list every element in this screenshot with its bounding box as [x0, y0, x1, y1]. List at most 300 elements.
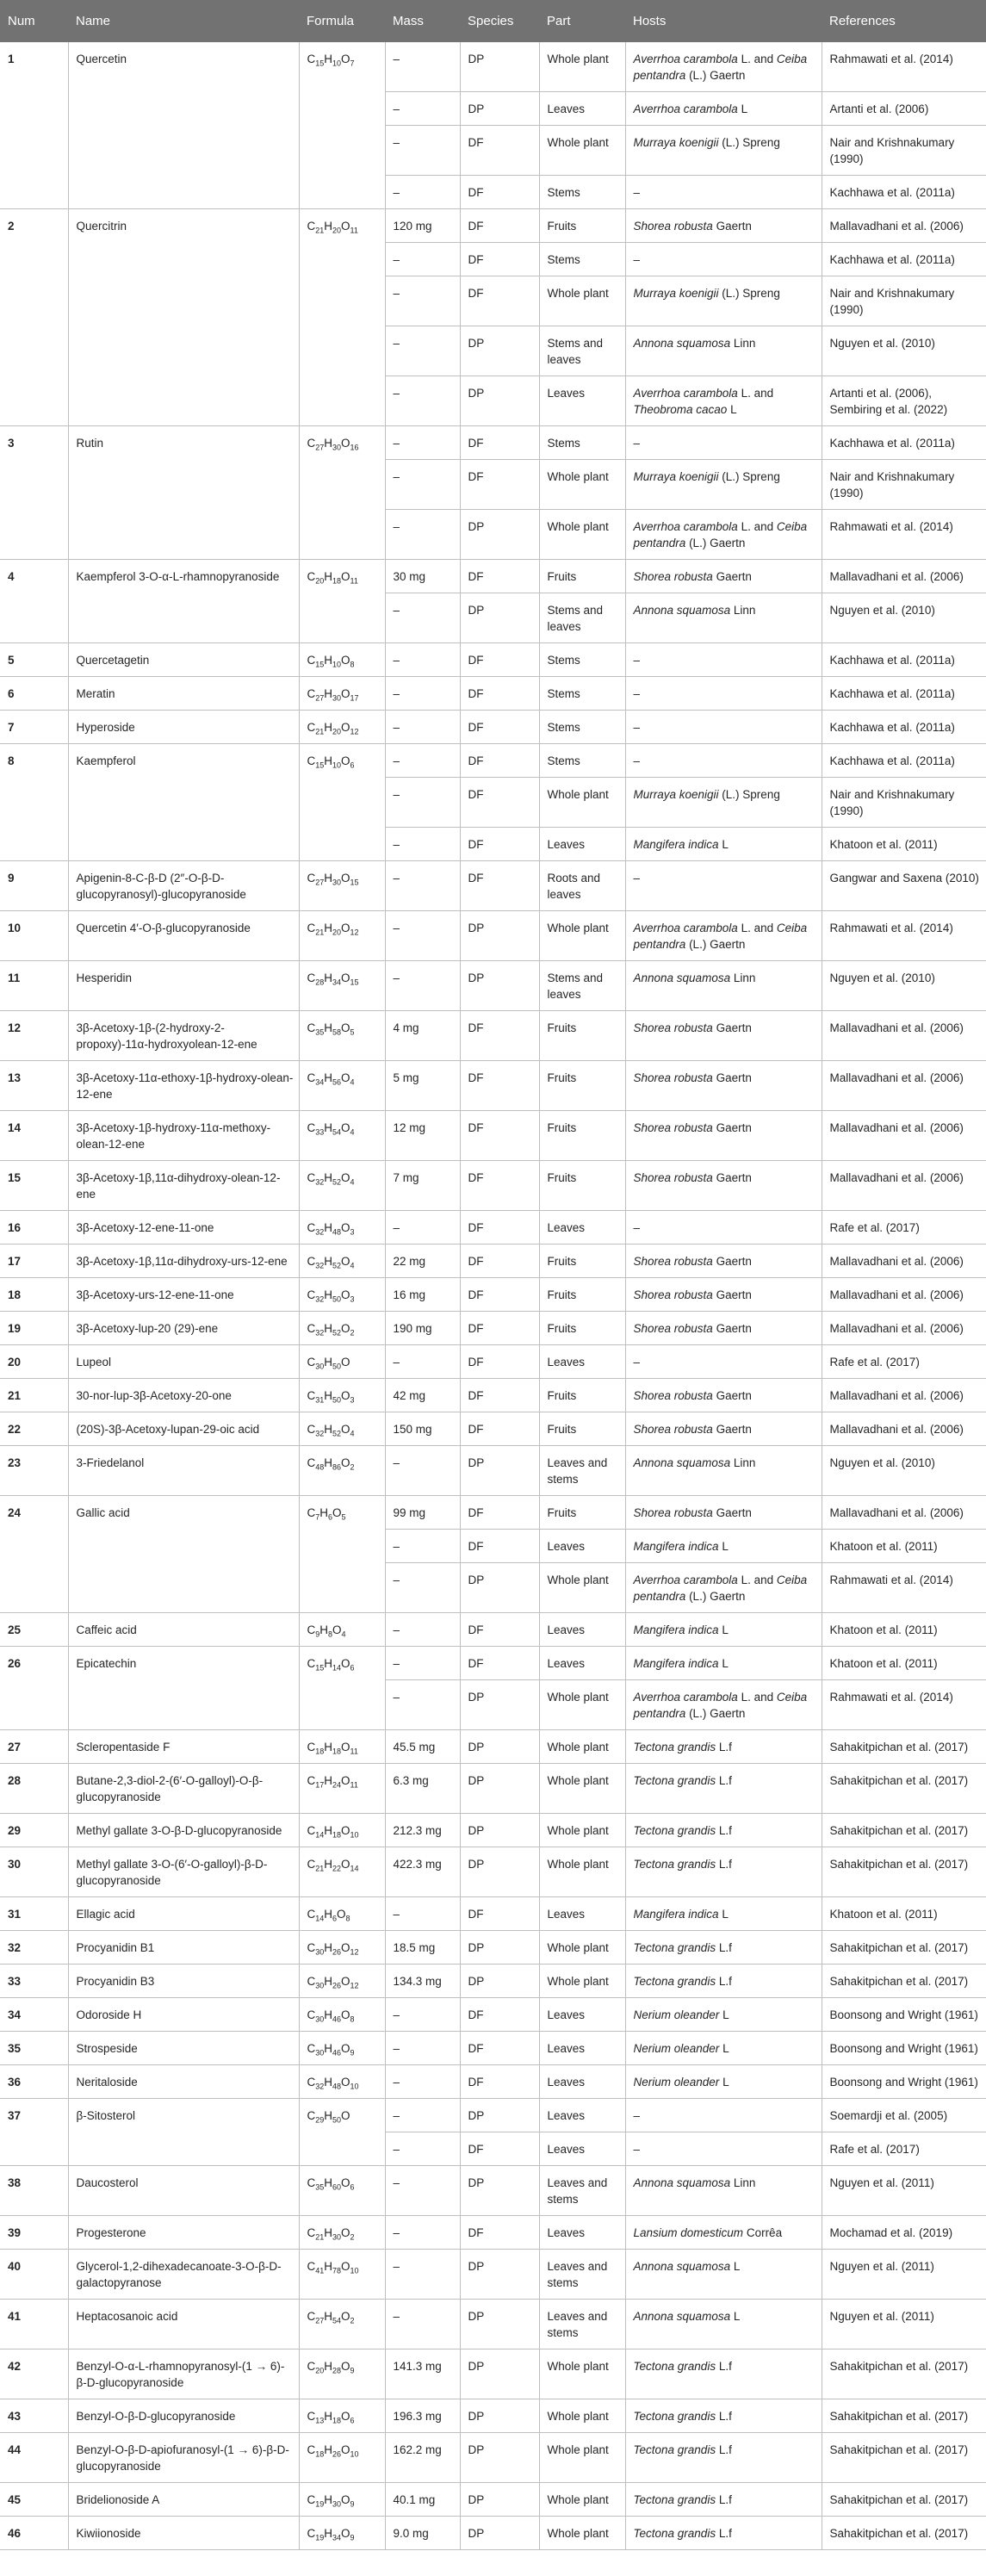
cell-name: Rutin: [68, 426, 299, 560]
table-row: [0, 1278, 986, 1312]
table-row: [0, 1245, 986, 1278]
cell-hosts: Tectona grandis L.f: [625, 1730, 822, 1764]
table-row: [0, 1931, 986, 1965]
cell-formula: $C_{27}H_{30}O_{17}$: [299, 677, 385, 711]
cell-references: Nair and Krishnakumary (1990): [822, 126, 986, 176]
cell-formula: $C_{28}H_{34}O_{15}$: [299, 961, 385, 1011]
cell-part: Fruits: [539, 1412, 625, 1446]
cell-num: 40: [0, 2250, 68, 2300]
cell-references: Khatoon et al. (2011): [822, 1647, 986, 1680]
cell-num: 11: [0, 961, 68, 1011]
cell-mass: –: [385, 243, 460, 276]
cell-references: Rahmawati et al. (2014): [822, 42, 986, 92]
table-row: [0, 2099, 986, 2132]
table-row: [0, 2166, 986, 2216]
cell-hosts: Shorea robusta Gaertn: [625, 209, 822, 243]
cell-part: Leaves: [539, 2065, 625, 2099]
cell-hosts: –: [625, 2132, 822, 2166]
cell-name: Benzyl-O-α-L-rhamnopyranosyl-(1 → 6)-β-D-glucopyranoside: [68, 2349, 299, 2399]
cell-mass: –: [385, 1211, 460, 1245]
cell-formula: $C_{15}H_{10}O_7$: [299, 42, 385, 209]
cell-name: Kiwiionoside: [68, 2517, 299, 2550]
cell-num: 24: [0, 1496, 68, 1613]
cell-part: Stems: [539, 426, 625, 460]
cell-mass: 120 mg: [385, 209, 460, 243]
cell-hosts: –: [625, 711, 822, 744]
cell-formula: $C_{35}H_{58}O_5$: [299, 1011, 385, 1061]
cell-references: Mallavadhani et al. (2006): [822, 1412, 986, 1446]
cell-hosts: Averrhoa carambola L. and Ceiba pentandra (L.) Gaertn: [625, 510, 822, 560]
cell-references: Sahakitpichan et al. (2017): [822, 1931, 986, 1965]
cell-name: Gallic acid: [68, 1496, 299, 1613]
cell-mass: –: [385, 643, 460, 677]
cell-num: 6: [0, 677, 68, 711]
cell-mass: –: [385, 1345, 460, 1379]
cell-references: Sahakitpichan et al. (2017): [822, 1965, 986, 1998]
cell-hosts: Shorea robusta Gaertn: [625, 1011, 822, 1061]
cell-species: DF: [460, 744, 539, 778]
cell-mass: –: [385, 1897, 460, 1931]
cell-mass: –: [385, 460, 460, 510]
cell-mass: –: [385, 1647, 460, 1680]
cell-hosts: Tectona grandis L.f: [625, 2483, 822, 2517]
cell-hosts: Averrhoa carambola L. and Ceiba pentandra (L.) Gaertn: [625, 1680, 822, 1730]
cell-formula: $C_{32}H_{48}O_3$: [299, 1211, 385, 1245]
cell-part: Leaves and stems: [539, 2166, 625, 2216]
cell-references: Sahakitpichan et al. (2017): [822, 2349, 986, 2399]
cell-species: DF: [460, 176, 539, 209]
cell-references: Nguyen et al. (2011): [822, 2166, 986, 2216]
cell-mass: 4 mg: [385, 1011, 460, 1061]
cell-references: Khatoon et al. (2011): [822, 1613, 986, 1647]
cell-part: Whole plant: [539, 1730, 625, 1764]
table-row: [0, 1897, 986, 1931]
cell-species: DF: [460, 426, 539, 460]
cell-formula: $C_{19}H_{34}O_9$: [299, 2517, 385, 2550]
cell-species: DP: [460, 1446, 539, 1496]
cell-formula: $C_{30}H_{26}O_{12}$: [299, 1931, 385, 1965]
header-references: References: [829, 14, 896, 28]
cell-hosts: –: [625, 1345, 822, 1379]
cell-name: (20S)-3β-Acetoxy-lupan-29-oic acid: [68, 1412, 299, 1446]
cell-part: Fruits: [539, 1278, 625, 1312]
cell-references: Rahmawati et al. (2014): [822, 510, 986, 560]
cell-hosts: Annona squamosa L: [625, 2250, 822, 2300]
cell-formula: $C_{30}H_{46}O_8$: [299, 1998, 385, 2032]
cell-species: DP: [460, 2250, 539, 2300]
cell-references: Mallavadhani et al. (2006): [822, 1011, 986, 1061]
cell-part: Leaves: [539, 2216, 625, 2250]
cell-mass: 99 mg: [385, 1496, 460, 1530]
cell-references: Sahakitpichan et al. (2017): [822, 2433, 986, 2483]
table-row: [0, 744, 986, 778]
cell-species: DP: [460, 92, 539, 126]
cell-references: Khatoon et al. (2011): [822, 1530, 986, 1563]
cell-name: Quercitrin: [68, 209, 299, 426]
cell-references: Kachhawa et al. (2011a): [822, 711, 986, 744]
cell-references: Nair and Krishnakumary (1990): [822, 460, 986, 510]
cell-part: Whole plant: [539, 1965, 625, 1998]
cell-name: Benzyl-O-β-D-apiofuranosyl-(1 → 6)-β-D-glucopyranoside: [68, 2433, 299, 2483]
header-num: Num: [8, 14, 35, 28]
cell-species: DF: [460, 276, 539, 326]
cell-part: Leaves: [539, 1897, 625, 1931]
table-header-row: [0, 0, 986, 42]
cell-num: 25: [0, 1613, 68, 1647]
cell-part: Stems: [539, 643, 625, 677]
cell-hosts: Annona squamosa Linn: [625, 2166, 822, 2216]
cell-hosts: Murraya koenigii (L.) Spreng: [625, 460, 822, 510]
cell-hosts: Tectona grandis L.f: [625, 2517, 822, 2550]
cell-species: DF: [460, 1278, 539, 1312]
cell-num: 8: [0, 744, 68, 861]
cell-hosts: Nerium oleander L: [625, 2065, 822, 2099]
cell-species: DP: [460, 593, 539, 643]
cell-formula: $C_{15}H_{10}O_8$: [299, 643, 385, 677]
cell-references: Rahmawati et al. (2014): [822, 911, 986, 961]
cell-formula: $C_{41}H_{78}O_{10}$: [299, 2250, 385, 2300]
cell-hosts: Annona squamosa Linn: [625, 1446, 822, 1496]
cell-part: Fruits: [539, 560, 625, 593]
cell-hosts: Mangifera indica L: [625, 1897, 822, 1931]
cell-hosts: Shorea robusta Gaertn: [625, 1245, 822, 1278]
cell-num: 17: [0, 1245, 68, 1278]
cell-species: DF: [460, 126, 539, 176]
cell-mass: 30 mg: [385, 560, 460, 593]
cell-hosts: Tectona grandis L.f: [625, 1764, 822, 1814]
cell-mass: –: [385, 276, 460, 326]
cell-part: Whole plant: [539, 2483, 625, 2517]
cell-species: DP: [460, 1965, 539, 1998]
cell-mass: –: [385, 2132, 460, 2166]
cell-part: Leaves: [539, 1345, 625, 1379]
cell-hosts: Shorea robusta Gaertn: [625, 560, 822, 593]
cell-formula: $C_{32}H_{48}O_{10}$: [299, 2065, 385, 2099]
cell-hosts: Annona squamosa L: [625, 2300, 822, 2349]
cell-references: Mallavadhani et al. (2006): [822, 1312, 986, 1345]
table-row: [0, 1814, 986, 1847]
cell-part: Leaves: [539, 1998, 625, 2032]
cell-species: DP: [460, 2166, 539, 2216]
table-row: [0, 1111, 986, 1161]
table-row: [0, 209, 986, 243]
table-row: [0, 1647, 986, 1680]
table-row: [0, 1496, 986, 1530]
cell-name: Scleropentaside F: [68, 1730, 299, 1764]
cell-part: Leaves: [539, 92, 625, 126]
cell-part: Leaves: [539, 2099, 625, 2132]
header-species: Species: [468, 14, 514, 28]
cell-species: DF: [460, 1897, 539, 1931]
cell-part: Fruits: [539, 1379, 625, 1412]
cell-mass: –: [385, 1680, 460, 1730]
cell-species: DF: [460, 1530, 539, 1563]
cell-references: Sahakitpichan et al. (2017): [822, 2517, 986, 2550]
table-row: [0, 560, 986, 593]
cell-part: Leaves: [539, 1613, 625, 1647]
cell-mass: –: [385, 2216, 460, 2250]
table-row: [0, 1011, 986, 1061]
table-row: [0, 2517, 986, 2550]
cell-mass: –: [385, 861, 460, 911]
cell-formula: $C_{13}H_{18}O_6$: [299, 2399, 385, 2433]
cell-name: Meratin: [68, 677, 299, 711]
cell-mass: 6.3 mg: [385, 1764, 460, 1814]
cell-mass: –: [385, 510, 460, 560]
header-part: Part: [547, 14, 571, 28]
cell-num: 43: [0, 2399, 68, 2433]
cell-mass: –: [385, 176, 460, 209]
cell-references: Kachhawa et al. (2011a): [822, 643, 986, 677]
table-row: [0, 2399, 986, 2433]
cell-hosts: –: [625, 2099, 822, 2132]
cell-formula: $C_{31}H_{50}O_3$: [299, 1379, 385, 1412]
cell-references: Mallavadhani et al. (2006): [822, 1496, 986, 1530]
cell-references: Kachhawa et al. (2011a): [822, 426, 986, 460]
cell-part: Stems: [539, 711, 625, 744]
cell-formula: $C_{30}H_{50}O$: [299, 1345, 385, 1379]
cell-hosts: Nerium oleander L: [625, 2032, 822, 2065]
cell-part: Whole plant: [539, 1563, 625, 1613]
cell-name: Epicatechin: [68, 1647, 299, 1730]
cell-name: 3β-Acetoxy-1β-(2-hydroxy-2-propoxy)-11α-hydroxyolean-12-ene: [68, 1011, 299, 1061]
cell-species: DF: [460, 2132, 539, 2166]
cell-name: Ellagic acid: [68, 1897, 299, 1931]
cell-references: Rafe et al. (2017): [822, 1345, 986, 1379]
cell-part: Fruits: [539, 1245, 625, 1278]
cell-hosts: Nerium oleander L: [625, 1998, 822, 2032]
cell-mass: –: [385, 1998, 460, 2032]
cell-formula: $C_{33}H_{54}O_4$: [299, 1111, 385, 1161]
table-row: [0, 861, 986, 911]
cell-formula: $C_{27}H_{54}O_2$: [299, 2300, 385, 2349]
cell-num: 16: [0, 1211, 68, 1245]
cell-name: 30-nor-lup-3β-Acetoxy-20-one: [68, 1379, 299, 1412]
cell-part: Whole plant: [539, 1764, 625, 1814]
table-row: [0, 677, 986, 711]
cell-name: Heptacosanoic acid: [68, 2300, 299, 2349]
cell-references: Kachhawa et al. (2011a): [822, 176, 986, 209]
cell-references: Mallavadhani et al. (2006): [822, 1245, 986, 1278]
cell-mass: 190 mg: [385, 1312, 460, 1345]
cell-hosts: Mangifera indica L: [625, 1647, 822, 1680]
cell-mass: 134.3 mg: [385, 1965, 460, 1998]
cell-hosts: –: [625, 1211, 822, 1245]
cell-species: DF: [460, 1211, 539, 1245]
cell-num: 45: [0, 2483, 68, 2517]
cell-species: DP: [460, 1680, 539, 1730]
cell-formula: $C_{34}H_{56}O_4$: [299, 1061, 385, 1111]
cell-num: 44: [0, 2433, 68, 2483]
cell-mass: 162.2 mg: [385, 2433, 460, 2483]
cell-hosts: Shorea robusta Gaertn: [625, 1312, 822, 1345]
cell-mass: –: [385, 1446, 460, 1496]
table-row: [0, 961, 986, 1011]
cell-references: Nguyen et al. (2010): [822, 1446, 986, 1496]
cell-name: Butane-2,3-diol-2-(6′-O-galloyl)-O-β-glucopyranoside: [68, 1764, 299, 1814]
cell-part: Whole plant: [539, 1847, 625, 1897]
table-row: [0, 2032, 986, 2065]
cell-hosts: –: [625, 861, 822, 911]
cell-references: Mochamad et al. (2019): [822, 2216, 986, 2250]
cell-part: Stems: [539, 176, 625, 209]
cell-part: Whole plant: [539, 460, 625, 510]
cell-name: 3β-Acetoxy-urs-12-ene-11-one: [68, 1278, 299, 1312]
cell-species: DP: [460, 510, 539, 560]
cell-species: DF: [460, 1647, 539, 1680]
cell-part: Whole plant: [539, 911, 625, 961]
cell-references: Mallavadhani et al. (2006): [822, 560, 986, 593]
cell-mass: –: [385, 326, 460, 376]
cell-species: DP: [460, 2300, 539, 2349]
cell-species: DP: [460, 1764, 539, 1814]
cell-species: DP: [460, 911, 539, 961]
cell-part: Leaves and stems: [539, 2300, 625, 2349]
cell-species: DF: [460, 1496, 539, 1530]
cell-mass: 422.3 mg: [385, 1847, 460, 1897]
cell-references: Khatoon et al. (2011): [822, 828, 986, 861]
table-row: [0, 643, 986, 677]
cell-name: Caffeic acid: [68, 1613, 299, 1647]
cell-name: 3β-Acetoxy-12-ene-11-one: [68, 1211, 299, 1245]
cell-species: DF: [460, 243, 539, 276]
cell-mass: 212.3 mg: [385, 1814, 460, 1847]
cell-mass: –: [385, 2032, 460, 2065]
cell-formula: $C_{27}H_{30}O_{15}$: [299, 861, 385, 911]
cell-species: DP: [460, 2433, 539, 2483]
cell-mass: –: [385, 1563, 460, 1613]
table-row: [0, 2216, 986, 2250]
cell-name: Hesperidin: [68, 961, 299, 1011]
cell-num: 7: [0, 711, 68, 744]
cell-species: DP: [460, 961, 539, 1011]
cell-name: Benzyl-O-β-D-glucopyranoside: [68, 2399, 299, 2433]
cell-species: DF: [460, 778, 539, 828]
cell-mass: 18.5 mg: [385, 1931, 460, 1965]
cell-formula: $C_{19}H_{30}O_9$: [299, 2483, 385, 2517]
cell-references: Nair and Krishnakumary (1990): [822, 778, 986, 828]
cell-part: Fruits: [539, 1312, 625, 1345]
cell-hosts: Shorea robusta Gaertn: [625, 1161, 822, 1211]
cell-hosts: Tectona grandis L.f: [625, 2433, 822, 2483]
cell-part: Leaves and stems: [539, 1446, 625, 1496]
cell-name: 3β-Acetoxy-1β,11α-dihydroxy-olean-12-ene: [68, 1161, 299, 1211]
table-row: [0, 1211, 986, 1245]
cell-mass: –: [385, 92, 460, 126]
cell-num: 35: [0, 2032, 68, 2065]
cell-species: DF: [460, 2032, 539, 2065]
cell-name: Kaempferol 3-O-α-L-rhamnopyranoside: [68, 560, 299, 643]
cell-species: DP: [460, 1931, 539, 1965]
cell-part: Stems: [539, 677, 625, 711]
cell-formula: $C_{32}H_{52}O_2$: [299, 1312, 385, 1345]
cell-hosts: Tectona grandis L.f: [625, 2399, 822, 2433]
cell-species: DP: [460, 42, 539, 92]
cell-references: Boonsong and Wright (1961): [822, 1998, 986, 2032]
cell-num: 19: [0, 1312, 68, 1345]
cell-references: Rahmawati et al. (2014): [822, 1563, 986, 1613]
cell-formula: $C_{14}H_6O_8$: [299, 1897, 385, 1931]
cell-hosts: Tectona grandis L.f: [625, 1931, 822, 1965]
cell-part: Whole plant: [539, 510, 625, 560]
cell-mass: 7 mg: [385, 1161, 460, 1211]
cell-species: DF: [460, 1312, 539, 1345]
cell-part: Stems: [539, 744, 625, 778]
cell-species: DP: [460, 2099, 539, 2132]
table-row: [0, 1161, 986, 1211]
cell-references: Mallavadhani et al. (2006): [822, 209, 986, 243]
cell-hosts: Mangifera indica L: [625, 1530, 822, 1563]
cell-formula: $C_{29}H_{50}O$: [299, 2099, 385, 2166]
cell-num: 5: [0, 643, 68, 677]
table-row: [0, 1998, 986, 2032]
cell-hosts: Annona squamosa Linn: [625, 961, 822, 1011]
cell-num: 32: [0, 1931, 68, 1965]
cell-part: Whole plant: [539, 276, 625, 326]
cell-species: DP: [460, 2399, 539, 2433]
table-body: [0, 42, 986, 2550]
cell-name: β-Sitosterol: [68, 2099, 299, 2166]
cell-species: DP: [460, 1814, 539, 1847]
cell-hosts: Tectona grandis L.f: [625, 1965, 822, 1998]
cell-num: 33: [0, 1965, 68, 1998]
cell-mass: 42 mg: [385, 1379, 460, 1412]
cell-part: Leaves: [539, 828, 625, 861]
cell-num: 42: [0, 2349, 68, 2399]
cell-formula: $C_{20}H_{28}O_9$: [299, 2349, 385, 2399]
cell-mass: –: [385, 1530, 460, 1563]
cell-species: DF: [460, 1011, 539, 1061]
cell-species: DF: [460, 828, 539, 861]
cell-references: Mallavadhani et al. (2006): [822, 1161, 986, 1211]
cell-references: Nguyen et al. (2010): [822, 326, 986, 376]
cell-mass: –: [385, 1613, 460, 1647]
table-row: [0, 1061, 986, 1111]
cell-mass: 5 mg: [385, 1061, 460, 1111]
cell-hosts: –: [625, 744, 822, 778]
cell-species: DF: [460, 677, 539, 711]
cell-part: Whole plant: [539, 42, 625, 92]
cell-references: Soemardji et al. (2005): [822, 2099, 986, 2132]
cell-references: Kachhawa et al. (2011a): [822, 243, 986, 276]
cell-hosts: Averrhoa carambola L: [625, 92, 822, 126]
cell-part: Fruits: [539, 1061, 625, 1111]
cell-hosts: –: [625, 643, 822, 677]
cell-species: DP: [460, 2483, 539, 2517]
cell-num: 14: [0, 1111, 68, 1161]
cell-mass: –: [385, 376, 460, 426]
cell-references: Boonsong and Wright (1961): [822, 2065, 986, 2099]
cell-name: Strospeside: [68, 2032, 299, 2065]
cell-formula: $C_{18}H_{26}O_{10}$: [299, 2433, 385, 2483]
cell-references: Mallavadhani et al. (2006): [822, 1061, 986, 1111]
cell-num: 30: [0, 1847, 68, 1897]
cell-name: Methyl gallate 3-O-(6′-O-galloyl)-β-D-glucopyranoside: [68, 1847, 299, 1897]
cell-formula: $C_{27}H_{30}O_{16}$: [299, 426, 385, 560]
cell-references: Rafe et al. (2017): [822, 2132, 986, 2166]
cell-species: DP: [460, 1730, 539, 1764]
cell-species: DP: [460, 2517, 539, 2550]
cell-mass: 16 mg: [385, 1278, 460, 1312]
table-row: [0, 2349, 986, 2399]
cell-part: Stems and leaves: [539, 326, 625, 376]
cell-references: Mallavadhani et al. (2006): [822, 1278, 986, 1312]
cell-species: DF: [460, 460, 539, 510]
cell-num: 26: [0, 1647, 68, 1730]
cell-part: Fruits: [539, 1496, 625, 1530]
cell-mass: –: [385, 2065, 460, 2099]
cell-formula: $C_{21}H_{20}O_{12}$: [299, 711, 385, 744]
